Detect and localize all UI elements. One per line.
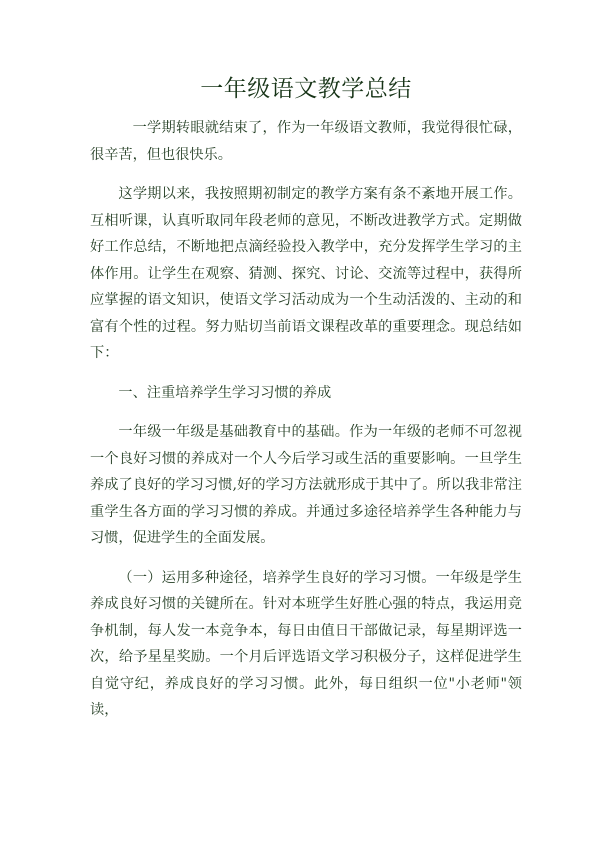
paragraph-gap — [90, 367, 522, 380]
document-title: 一年级语文教学总结 — [200, 76, 412, 102]
paragraph-gap — [90, 552, 522, 565]
section-heading-1: 一、注重培养学生学习习惯的养成 — [118, 384, 332, 401]
methods-paragraph: （一）运用多种途径，培养学生良好的学习习惯。一年级是学生养成良好习惯的关键所在。针对本班学生好胜心强的特点，我运用竞争机制，每人发一本竞争本，每日由值日干部做记录，每星期评选一次，给予星星奖励。一个月后评选语文学习积极分子，这样促进学生自觉守纪，养成良好的学习习惯。此外，每日组织一位"小老师"领读， — [90, 569, 522, 718]
paragraph-gap — [90, 168, 522, 181]
overview-paragraph: 这学期以来，我按照期初制定的教学方案有条不紊地开展工作。互相听课，认真听取同年段老师的意见，不断改进教学方式。定期做好工作总结，不断地把点滴经验投入教学中，充分发挥学生学习的主体作用。让学生在观察、猜测、探究、讨论、交流等过程中，获得所应掌握的语文知识，使语文学习活动成为一个生动活泼的、主动的和富有个性的过程。努力贴切当前语文课程改革的重要理念。现总结如下： — [90, 186, 522, 361]
habits-paragraph: 一年级一年级是基础教育中的基础。作为一年级的老师不可忽视一个良好习惯的养成对一个人今后学习或生活的重要影响。一旦学生养成了良好的学习习惯,好的学习方法就形成于其中了。所以我非常注重学生各方面的学习习惯的养成。并通过多途径培养学生各种能力与习惯，促进学生的全面发展。 — [90, 424, 522, 546]
paragraph-gap — [90, 406, 522, 419]
intro-paragraph: 一学期转眼就结束了，作为一年级语文教师，我觉得很忙碌，很辛苦，但也很快乐。 — [90, 120, 522, 163]
